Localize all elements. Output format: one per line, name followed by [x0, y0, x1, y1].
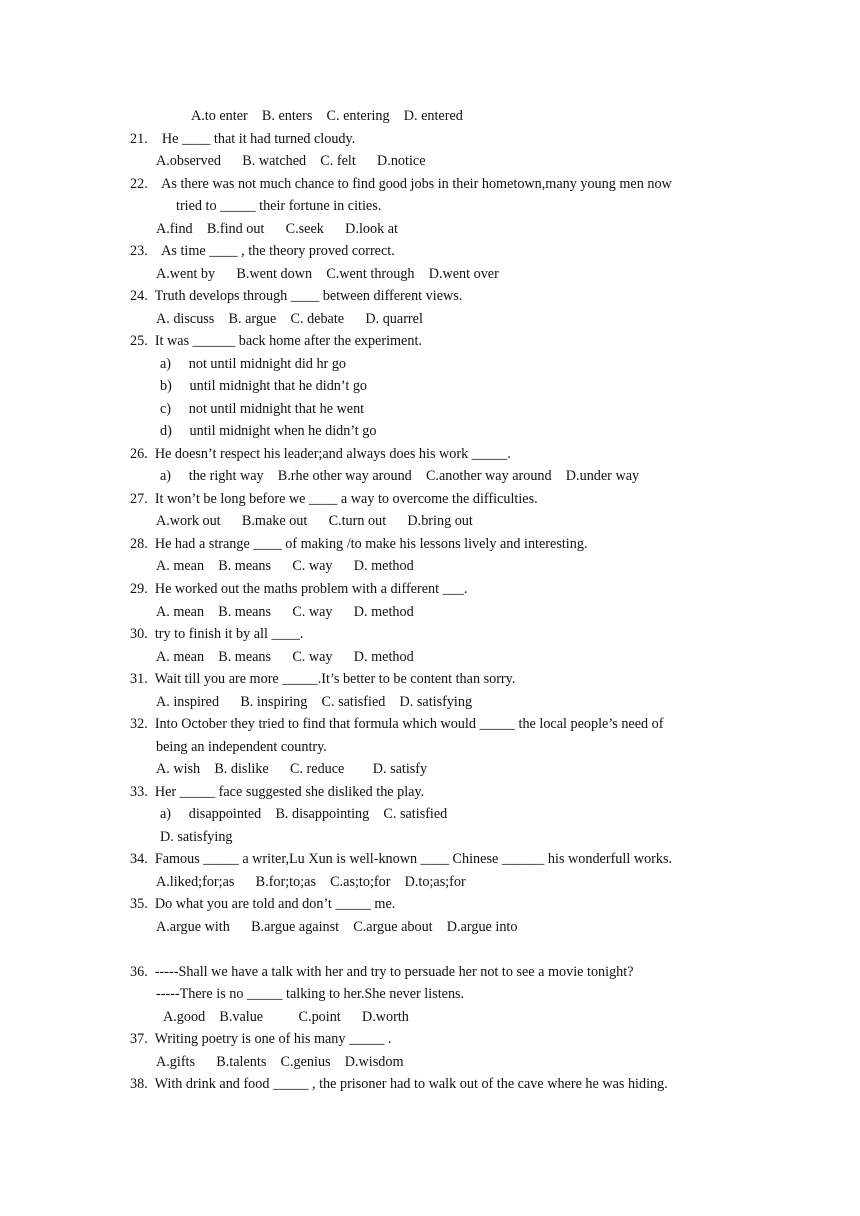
text-line: c) not until midnight that he went	[160, 401, 365, 417]
text-line: A.find B.find out C.seek D.look at	[156, 221, 398, 237]
text-line: 27. It won’t be long before we ____ a way to overcome the difficulties.	[130, 491, 538, 507]
text-line: 24. Truth develops through ____ between different views.	[130, 288, 463, 304]
text-line: A.argue with B.argue against C.argue about D.argue into	[156, 919, 518, 935]
text-line: 36. -----Shall we have a talk with her and try to persuade her not to see a movie tonight?	[130, 964, 634, 980]
text-line: 32. Into October they tried to find that formula which would _____ the local people’s need of	[130, 716, 664, 732]
text-line: 37. Writing poetry is one of his many _____ .	[130, 1031, 392, 1047]
text-line: A.to enter B. enters C. entering D. entered	[191, 108, 463, 124]
text-line: being an independent country.	[156, 739, 327, 755]
text-line: A.gifts B.talents C.genius D.wisdom	[156, 1054, 404, 1070]
text-line: 28. He had a strange ____ of making /to make his lessons lively and interesting.	[130, 536, 588, 552]
text-line: A. mean B. means C. way D. method	[156, 649, 414, 665]
text-line: A. discuss B. argue C. debate D. quarrel	[156, 311, 423, 327]
text-line: 22. As there was not much chance to find good jobs in their hometown,many young men now	[130, 176, 672, 192]
text-line: 35. Do what you are told and don’t _____ me.	[130, 896, 396, 912]
text-line: tried to _____ their fortune in cities.	[176, 198, 382, 214]
text-line: b) until midnight that he didn’t go	[160, 378, 368, 394]
text-line: 38. With drink and food _____ , the prisoner had to walk out of the cave where he was hiding.	[130, 1076, 668, 1092]
text-line: 30. try to finish it by all ____.	[130, 626, 304, 642]
text-line: 23. As time ____ , the theory proved correct.	[130, 243, 395, 259]
text-line: A.good B.value C.point D.worth	[163, 1009, 409, 1025]
text-line: 21. He ____ that it had turned cloudy.	[130, 131, 356, 147]
text-line: d) until midnight when he didn’t go	[160, 423, 377, 439]
text-line: 34. Famous _____ a writer,Lu Xun is well-known ____ Chinese ______ his wonderfull works.	[130, 851, 673, 867]
text-line: -----There is no _____ talking to her.She never listens.	[156, 986, 465, 1002]
text-line: A. mean B. means C. way D. method	[156, 558, 414, 574]
text-line: 31. Wait till you are more _____.It’s better to be content than sorry.	[130, 671, 516, 687]
text-line: A. inspired B. inspiring C. satisfied D. satisfying	[156, 694, 473, 710]
text-line: A. wish B. dislike C. reduce D. satisfy	[156, 761, 428, 777]
text-line: 26. He doesn’t respect his leader;and always does his work _____.	[130, 446, 511, 462]
text-line: A.observed B. watched C. felt D.notice	[156, 153, 426, 169]
text-line: A.went by B.went down C.went through D.went over	[156, 266, 499, 282]
text-line: a) disappointed B. disappointing C. satisfied	[160, 806, 448, 822]
text-line: a) not until midnight did hr go	[160, 356, 347, 372]
text-line: D. satisfying	[160, 829, 233, 845]
text-line: a) the right way B.rhe other way around C.another way around D.under way	[160, 468, 640, 484]
text-line: 25. It was ______ back home after the experiment.	[130, 333, 422, 349]
text-line: A. mean B. means C. way D. method	[156, 604, 414, 620]
text-line: A.liked;for;as B.for;to;as C.as;to;for D.to;as;for	[156, 874, 466, 890]
text-line: 29. He worked out the maths problem with a different ___.	[130, 581, 468, 597]
text-line: A.work out B.make out C.turn out D.bring out	[156, 513, 473, 529]
text-line: 33. Her _____ face suggested she disliked the play.	[130, 784, 425, 800]
